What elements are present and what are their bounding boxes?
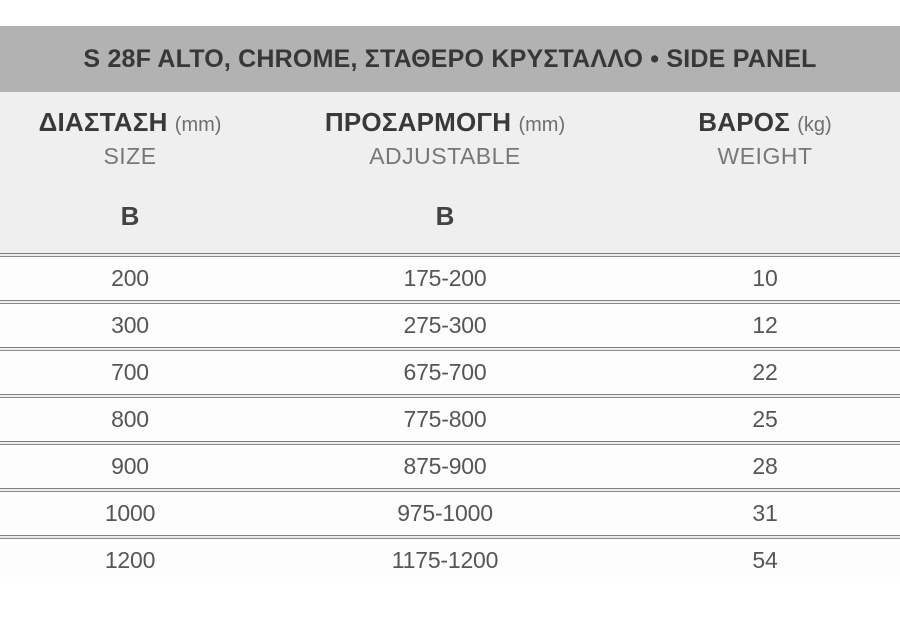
column-title-adjustable (260, 106, 630, 142)
table-row (0, 492, 900, 535)
column-title-size (0, 106, 260, 142)
adjustable-cell: 675-700 (403, 359, 487, 385)
table-title: S 28F ALTO, CHROME, ΣΤΑΘΕΡΟ ΚΡΥΣΤΑΛΛΟ • SIDE PANEL (83, 44, 817, 73)
column-title-weight (630, 106, 900, 142)
size-cell: 200 (111, 265, 149, 291)
adjustable-cell: 975-1000 (397, 500, 493, 526)
size-cell: 1200 (104, 547, 156, 573)
size-cell: 300 (111, 312, 149, 338)
table-row (0, 398, 900, 441)
weight-cell: 12 (752, 312, 778, 338)
size-cell: 800 (111, 406, 149, 432)
column-unit-weight: (kg) (797, 114, 832, 136)
column-name-size: ΔΙΑΣΤΑΣΗ (38, 107, 168, 137)
table-title-bar (0, 26, 900, 92)
weight-cell: 31 (752, 500, 778, 526)
weight-cell: 10 (752, 265, 778, 291)
dimension-label-size: B (120, 201, 140, 231)
column-name-weight: ΒΑΡΟΣ (698, 107, 791, 137)
weight-cell: 28 (752, 453, 778, 479)
adjustable-cell: 775-800 (403, 406, 487, 432)
spec-data-table (0, 253, 900, 582)
adjustable-cell: 275-300 (403, 312, 487, 338)
column-header-adjustable (260, 92, 630, 253)
column-subtitle-size: SIZE (103, 143, 157, 169)
weight-cell: 22 (752, 359, 778, 385)
column-subtitle-adjustable: ADJUSTABLE (369, 143, 521, 169)
table-row (0, 351, 900, 394)
size-cell: 900 (111, 453, 149, 479)
column-subtitle-weight: WEIGHT (717, 143, 813, 169)
table-row (0, 445, 900, 488)
table-row (0, 304, 900, 347)
column-name-adjustable: ΠΡΟΣΑΡΜΟΓΗ (324, 107, 512, 137)
size-cell: 1000 (104, 500, 156, 526)
spec-table-page (0, 26, 900, 626)
column-header-weight (630, 92, 900, 253)
adjustable-cell: 1175-1200 (391, 547, 499, 573)
column-unit-size: (mm) (174, 114, 222, 136)
dimension-label-adjustable: B (435, 201, 455, 231)
column-header-size (0, 92, 260, 253)
table-row (0, 539, 900, 582)
column-unit-adjustable: (mm) (518, 114, 566, 136)
table-row (0, 257, 900, 300)
table-header-section (0, 92, 900, 253)
size-cell: 700 (111, 359, 149, 385)
adjustable-cell: 175-200 (403, 265, 487, 291)
adjustable-cell: 875-900 (403, 453, 487, 479)
weight-cell: 54 (752, 547, 778, 573)
weight-cell: 25 (752, 406, 778, 432)
